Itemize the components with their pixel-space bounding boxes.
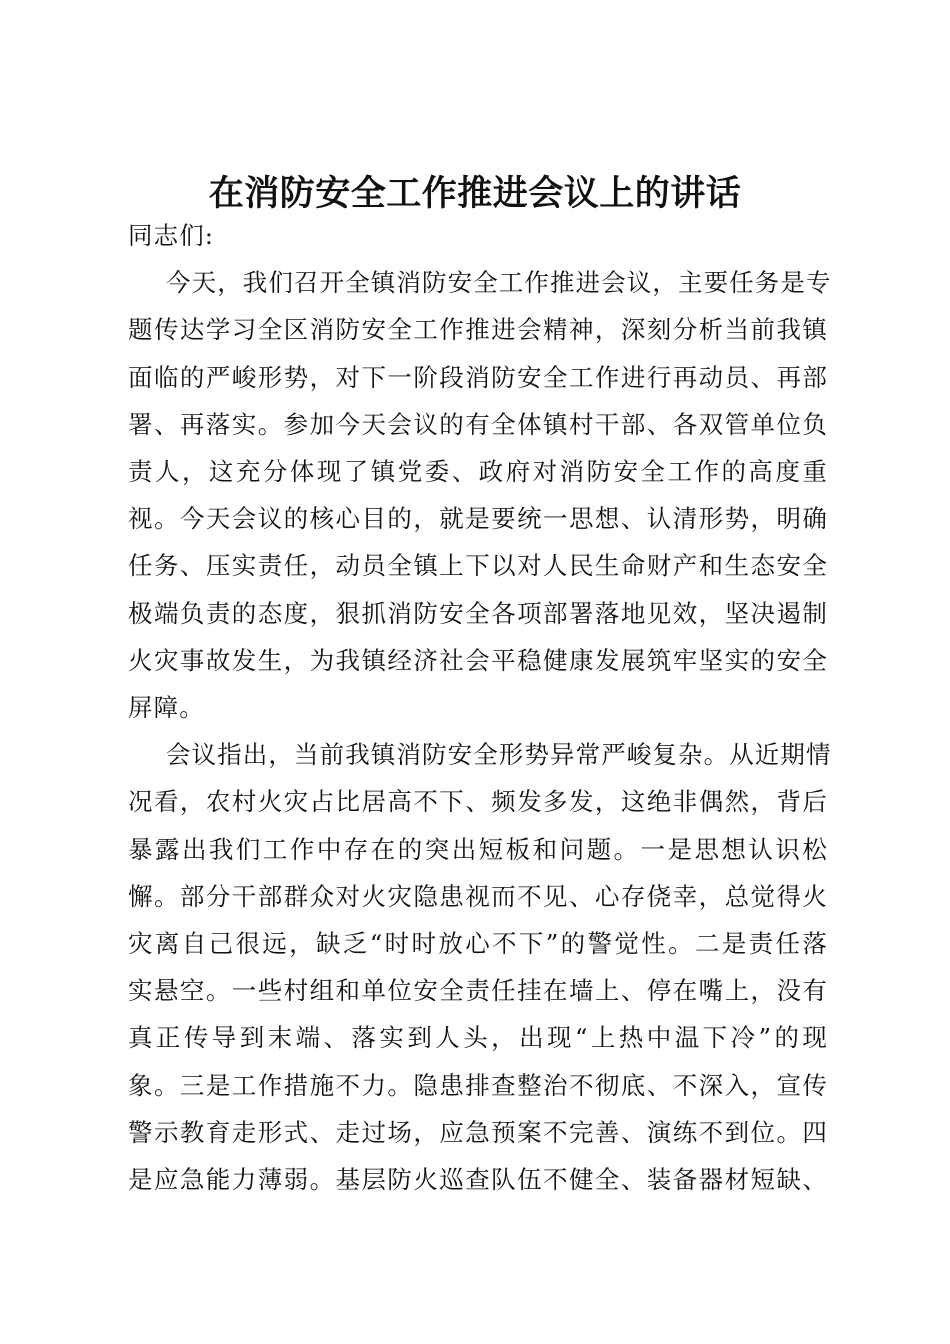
paragraph-2 [128,731,832,1203]
paragraph-2-line: 警示教育走形式、走过场，应急预案不完善、演练不到位。四 [128,1117,828,1147]
document-body [128,212,832,1203]
paragraph-1-line: 视。今天会议的核心目的，就是要统一思想、认清形势，明确 [128,504,828,534]
paragraph-1-line: 署、再落实。参加今天会议的有全体镇村干部、各双管单位负 [128,409,828,439]
paragraph-2-line: 懈。部分干部群众对火灾隐患视而不见、心存侥幸，总觉得火 [128,881,828,911]
paragraph-2-line: 象。三是工作措施不力。隐患排查整治不彻底、不深入，宣传 [128,1070,828,1100]
paragraph-1-line: 火灾事故发生，为我镇经济社会平稳健康发展筑牢坚实的安全 [128,645,828,675]
paragraph-2-line: 真正传导到末端、落实到人头，出现“上热中温下冷”的现 [128,1023,828,1053]
paragraph-2-line: 是应急能力薄弱。基层防火巡查队伍不健全、装备器材短缺、 [128,1165,828,1195]
paragraph-1-line: 屏障。 [128,693,205,723]
paragraph-1-line: 题传达学习全区消防安全工作推进会精神，深刻分析当前我镇 [128,315,828,345]
paragraph-2-line: 暴露出我们工作中存在的突出短板和问题。一是思想认识松 [128,834,828,864]
paragraph-1-line: 今天，我们召开全镇消防安全工作推进会议，主要任务是专 [166,268,832,298]
paragraph-1-line: 责人，这充分体现了镇党委、政府对消防安全工作的高度重 [128,457,828,487]
paragraph-1-line: 任务、压实责任，动员全镇上下以对人民生命财产和生态安全 [128,551,828,581]
paragraph-2-line: 实悬空。一些村组和单位安全责任挂在墙上、停在嘴上，没有 [128,976,828,1006]
document-title: 在消防安全工作推进会议上的讲话 [208,173,742,214]
paragraph-2-line: 会议指出，当前我镇消防安全形势异常严峻复杂。从近期情 [166,740,832,770]
paragraph-2-line: 况看，农村火灾占比居高不下、频发多发，这绝非偶然，背后 [128,787,828,817]
salutation: 同志们: [128,221,215,250]
paragraph-1 [128,259,832,731]
paragraph-1-line: 极端负责的态度，狠抓消防安全各项部署落地见效，坚决遏制 [128,598,828,628]
paragraph-1-line: 面临的严峻形势，对下一阶段消防安全工作进行再动员、再部 [128,362,828,392]
paragraph-2-line: 灾离自己很远，缺乏“时时放心不下”的警觉性。二是责任落 [128,929,828,959]
